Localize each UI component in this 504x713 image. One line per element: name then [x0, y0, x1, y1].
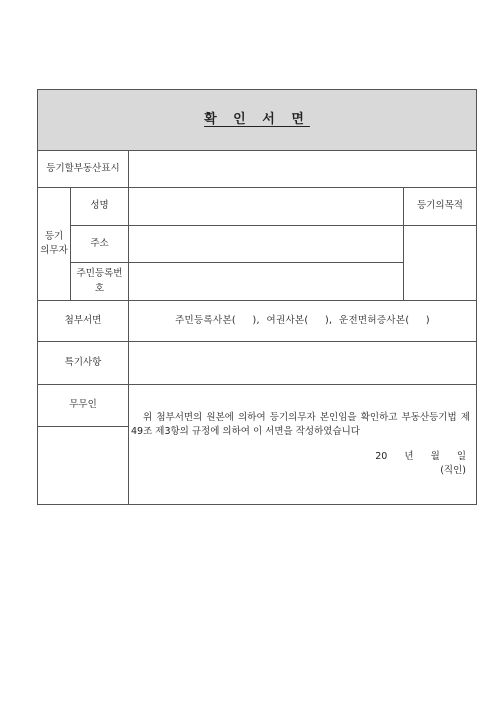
- date-year: 년: [404, 450, 414, 462]
- statement-line1: 위 첨부서면의 원본에 의하여 등기의무자 본인임을 확인하고 부동산등기법 제: [143, 412, 470, 423]
- obligor-label-line2: 의무자: [40, 245, 68, 256]
- obligor-label-line1: 등기: [44, 230, 64, 242]
- special-notes-value-field[interactable]: [129, 342, 477, 385]
- attached-docs-cell: [129, 301, 477, 342]
- form-title: 확 인 서 면: [204, 112, 310, 128]
- attached-docs-label: 첨부서면: [64, 314, 102, 326]
- resident-no-value-field[interactable]: [129, 263, 404, 301]
- registration-purpose-value-field[interactable]: [404, 226, 477, 301]
- address-label-cell: [71, 226, 129, 263]
- special-notes-label-cell: [38, 342, 129, 385]
- address-value-field[interactable]: [129, 226, 404, 263]
- name-value-field[interactable]: [129, 188, 404, 226]
- resident-no-label-cell: [71, 263, 129, 301]
- seal-text: (직인): [440, 464, 466, 476]
- attached-docs-text: 주민등록사본( ), 여권사본( ), 운전면허증사본( ): [175, 314, 430, 326]
- statement-line2: 49조 제3항의 규정에 의하여 이 서면을 작성하였습니다: [131, 426, 360, 438]
- thumbprint-label: 무무인: [69, 399, 97, 411]
- statement-cell: [129, 385, 477, 505]
- attached-docs-label-cell: [38, 301, 129, 342]
- property-label: 등기할부동산표시: [46, 162, 120, 174]
- date-line: [135, 450, 470, 464]
- confirmation-form: [37, 89, 477, 505]
- form-title-cell: [38, 90, 477, 151]
- resident-no-label-line2: 호: [94, 282, 105, 294]
- thumbprint-label-cell: [38, 385, 129, 427]
- property-label-cell: [38, 151, 129, 188]
- property-value-field[interactable]: [129, 151, 477, 188]
- thumbprint-field[interactable]: [38, 427, 129, 505]
- special-notes-label: 특기사항: [64, 356, 102, 368]
- registration-purpose-label: 등기의목적: [417, 200, 463, 212]
- address-label: 주소: [90, 237, 109, 249]
- date-day: 일: [456, 450, 466, 462]
- name-label-cell: [71, 188, 129, 226]
- date-year-prefix: 20: [375, 450, 388, 462]
- registration-purpose-label-cell: [404, 188, 477, 226]
- name-label: 성명: [90, 200, 109, 212]
- resident-no-label-line1: 주민등록번: [76, 268, 123, 280]
- date-month: 월: [430, 450, 440, 462]
- obligor-label-cell: [38, 188, 71, 301]
